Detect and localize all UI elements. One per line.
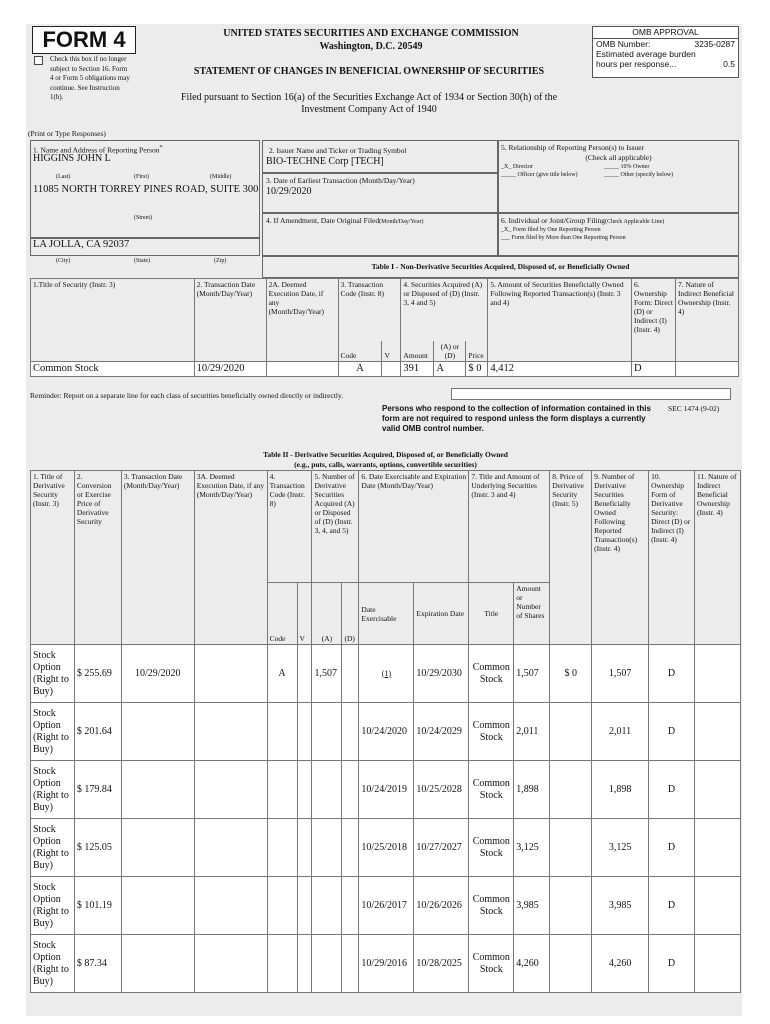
reporting-street: 11085 NORTH TORREY PINES ROAD, SUITE 300: [33, 184, 259, 195]
t1-col-title: 1.Title of Security (Instr. 3): [31, 279, 195, 362]
street-label: (Street): [134, 215, 152, 221]
t2-col-code: 4. Transaction Code (Instr. 8): [267, 471, 312, 583]
t2-row-title: Stock Option (Right to Buy): [31, 645, 75, 703]
sec-code: SEC 1474 (9-02): [668, 404, 720, 413]
t2-row-exercisable: 10/29/2016: [359, 935, 414, 993]
director-option[interactable]: [501, 164, 533, 171]
t2-row-nature: [694, 645, 740, 703]
t2-row-price: $ 179.84: [74, 761, 121, 819]
t2-row-exercisable: 10/24/2020: [359, 703, 414, 761]
t2-sub-code: Code: [267, 583, 297, 645]
t2-sub-d: (D): [342, 583, 359, 645]
first-label: (First): [134, 174, 149, 180]
last-label: (Last): [56, 174, 71, 180]
t2-row-nature: [694, 819, 740, 877]
city-label: (City): [56, 258, 71, 264]
t1-row-aord: A: [434, 361, 466, 376]
officer-label: Officer (give title below): [517, 172, 578, 178]
t2-row-owned: 1,507: [592, 645, 649, 703]
t2-col-deemed: 3A. Deemed Execution Date, if any (Month/Day/Year): [194, 471, 267, 645]
earliest-date-label: 3. Date of Earliest Transaction (Month/Day/Year): [266, 176, 415, 185]
t1-row-form: D: [632, 361, 676, 376]
table1-header-row: [31, 279, 739, 341]
t2-row-nature: [694, 935, 740, 993]
t2-row-title: Stock Option (Right to Buy): [31, 761, 75, 819]
t2-row-title: Stock Option (Right to Buy): [31, 819, 75, 877]
t1-row-nature: [675, 361, 738, 376]
t2-row-form: D: [649, 877, 695, 935]
table2: [30, 470, 741, 993]
t2-row-d: [342, 935, 359, 993]
t2-row-d: [342, 761, 359, 819]
t2-row-price: $ 125.05: [74, 819, 121, 877]
table-row: [31, 361, 739, 376]
t1-sub-v: V: [382, 341, 401, 362]
other-label: Other (specify below): [620, 172, 674, 178]
t2-row-a: [312, 935, 342, 993]
filing-label-sub: (Check Applicable Line): [604, 219, 665, 225]
t2-row-form: D: [649, 761, 695, 819]
t2-row-date: [121, 819, 194, 877]
table2-subtitle: (e.g., puts, calls, warrants, options, convertible securities): [294, 460, 477, 469]
table-row: [31, 761, 741, 819]
t2-row-deemed: [194, 819, 267, 877]
table-row: [31, 703, 741, 761]
t2-row-owned: 2,011: [592, 703, 649, 761]
t2-row-exercisable: 10/24/2019: [359, 761, 414, 819]
other-mark: _____: [604, 172, 619, 178]
footnote-link[interactable]: (1): [359, 645, 414, 703]
other-option[interactable]: [604, 172, 673, 179]
t2-row-deriv-price: [550, 703, 592, 761]
t2-row-deemed: [194, 645, 267, 703]
t2-row-deemed: [194, 703, 267, 761]
filing-more-label: Form filed by More than One Reporting Person: [511, 235, 626, 241]
t2-row-under-amount: 1,898: [514, 761, 550, 819]
t2-row-deriv-price: [550, 819, 592, 877]
t2-row-under-amount: 4,260: [514, 935, 550, 993]
t2-row-owned: 3,125: [592, 819, 649, 877]
t1-row-title: Common Stock: [31, 361, 195, 376]
t2-row-price: $ 87.34: [74, 935, 121, 993]
t2-col-date: 3. Transaction Date (Month/Day/Year): [121, 471, 194, 645]
earliest-date-value: 10/29/2020: [266, 186, 312, 197]
t2-row-nature: [694, 761, 740, 819]
officer-option[interactable]: [501, 172, 578, 179]
t2-row-deriv-price: $ 0: [550, 645, 592, 703]
omb-hours-label: hours per response...: [596, 59, 677, 69]
t2-row-v: [297, 819, 312, 877]
amendment-label: [266, 216, 424, 226]
filing-label: [501, 216, 664, 226]
table2-header-row: [31, 471, 741, 583]
reporting-city-state: LA JOLLA, CA 92037: [33, 239, 130, 250]
t2-sub-exercisable: Date Exercisable: [359, 583, 414, 645]
relationship-sub: (Check all applicable): [585, 153, 652, 162]
t2-row-deemed: [194, 761, 267, 819]
t1-col-deemed: 2A. Deemed Execution Date, if any (Month/Day/Year): [266, 279, 338, 362]
state-label: (State): [134, 258, 150, 264]
t2-row-expiration: 10/28/2025: [414, 935, 469, 993]
t2-row-under-title: Common Stock: [469, 703, 514, 761]
t2-sub-a: (A): [312, 583, 342, 645]
t1-col-date: 2. Transaction Date (Month/Day/Year): [194, 279, 266, 362]
t2-row-code: [267, 761, 297, 819]
director-mark: _X_: [501, 164, 512, 170]
issuer-value: BIO-TECHNE Corp [TECH]: [266, 156, 384, 167]
t2-row-title: Stock Option (Right to Buy): [31, 877, 75, 935]
table-row: [31, 645, 741, 703]
t2-row-a: [312, 819, 342, 877]
t1-row-code: A: [338, 361, 382, 376]
t2-row-d: [342, 877, 359, 935]
table1: [30, 278, 739, 377]
owner10-option[interactable]: [604, 164, 649, 171]
table1-title: Table I - Non-Derivative Securities Acquired, Disposed of, or Beneficially Owned: [371, 262, 630, 271]
officer-mark: _____: [501, 172, 516, 178]
t2-row-deriv-price: [550, 935, 592, 993]
t2-row-title: Stock Option (Right to Buy): [31, 935, 75, 993]
t2-row-price: $ 101.19: [74, 877, 121, 935]
t2-row-a: [312, 877, 342, 935]
t2-row-owned: 4,260: [592, 935, 649, 993]
owner10-mark: _____: [604, 164, 619, 170]
t1-row-v: [382, 361, 401, 376]
zip-label: (Zip): [214, 258, 227, 264]
t1-col-code: 3. Transaction Code (Instr. 8): [338, 279, 401, 341]
t2-row-under-amount: 3,985: [514, 877, 550, 935]
t2-row-expiration: 10/27/2027: [414, 819, 469, 877]
agency-name: UNITED STATES SECURITIES AND EXCHANGE COMMISSION: [223, 28, 519, 39]
omb-approval-box: [592, 26, 739, 78]
amendment-sub: (Month/Day/Year): [379, 219, 424, 225]
t1-sub-amount: Amount: [401, 341, 434, 362]
section16-checkbox[interactable]: [34, 56, 43, 65]
form-title: FORM 4: [32, 26, 136, 54]
t2-row-d: [342, 703, 359, 761]
relationship-label: 5. Relationship of Reporting Person(s) to Issuer: [501, 143, 645, 152]
t2-sub-v: V: [297, 583, 312, 645]
table-row: [31, 935, 741, 993]
t2-row-expiration: 10/24/2029: [414, 703, 469, 761]
t2-row-code: [267, 703, 297, 761]
reminder-text: Reminder: Report on a separate line for each class of securities beneficially owned directly or indirectly.: [30, 391, 344, 400]
form-page: [26, 24, 742, 1016]
t2-row-expiration: 10/26/2026: [414, 877, 469, 935]
t1-col-nature: 7. Nature of Indirect Beneficial Ownership (Instr. 4): [675, 279, 738, 362]
middle-label: (Middle): [210, 174, 232, 180]
t2-row-deemed: [194, 935, 267, 993]
t2-row-date: [121, 877, 194, 935]
asterisk-mark: *: [159, 144, 163, 151]
omb-hours-value: 0.5: [723, 59, 735, 69]
t2-sub-title: Title: [469, 583, 514, 645]
omb-title: OMB APPROVAL: [593, 27, 738, 39]
t1-sub-aord: (A) or (D): [434, 341, 466, 362]
t2-row-form: D: [649, 935, 695, 993]
t2-row-date: 10/29/2020: [121, 645, 194, 703]
t2-row-under-amount: 3,125: [514, 819, 550, 877]
t2-row-v: [297, 935, 312, 993]
t2-row-under-title: Common Stock: [469, 877, 514, 935]
t2-row-price: $ 201.64: [74, 703, 121, 761]
table-row: [31, 819, 741, 877]
amendment-label-text: 4. If Amendment, Date Original Filed: [266, 216, 380, 225]
t2-row-code: [267, 935, 297, 993]
t2-row-owned: 3,985: [592, 877, 649, 935]
t2-row-a: [312, 761, 342, 819]
t2-row-owned: 1,898: [592, 761, 649, 819]
t2-row-under-title: Common Stock: [469, 935, 514, 993]
t2-row-form: D: [649, 703, 695, 761]
t1-col-securities: 4. Securities Acquired (A) or Disposed of (D) (Instr. 3, 4 and 5): [401, 279, 488, 341]
t2-row-date: [121, 761, 194, 819]
filed-pursuant-line1: Filed pursuant to Section 16(a) of the Securities Exchange Act of 1934 or Section 30(h) of the: [180, 92, 558, 103]
t2-row-deriv-price: [550, 761, 592, 819]
omb-number-value: 3235-0287: [694, 39, 735, 49]
t1-row-deemed: [266, 361, 338, 376]
t2-row-deemed: [194, 877, 267, 935]
t2-row-d: [342, 819, 359, 877]
t2-row-expiration: 10/29/2030: [414, 645, 469, 703]
t1-sub-price: Price: [466, 341, 488, 362]
t2-row-price: $ 255.69: [74, 645, 121, 703]
reporting-person-label-text: 1. Name and Address of Reporting Person: [33, 145, 160, 155]
table2-title: Table II - Derivative Securities Acquired, Disposed of, or Beneficially Owned: [263, 450, 508, 459]
t2-col-owned: 9. Number of Derivative Securities Beneficially Owned Following Reported Transaction(s) (Instr. 4): [592, 471, 649, 645]
t2-row-d: [342, 645, 359, 703]
t1-col-owned: 5. Amount of Securities Beneficially Owned Following Reported Transaction(s) (Instr. 3 and 4): [488, 279, 632, 362]
t2-row-date: [121, 703, 194, 761]
filed-pursuant-line2: Investment Company Act of 1940: [301, 104, 437, 115]
statement-title: STATEMENT OF CHANGES IN BENEFICIAL OWNERSHIP OF SECURITIES: [193, 66, 545, 77]
table-row: [31, 877, 741, 935]
agency-city: Washington, D.C. 20549: [319, 41, 423, 52]
t2-row-under-title: Common Stock: [469, 645, 514, 703]
t2-col-price: 2. Conversion or Exercise Price of Derivative Security: [74, 471, 121, 645]
issuer-label: 2. Issuer Name and Ticker or Trading Symbol: [269, 146, 407, 155]
t2-col-deriv-price: 8. Price of Derivative Security (Instr. 5): [550, 471, 592, 645]
t2-row-nature: [694, 877, 740, 935]
t2-row-form: D: [649, 645, 695, 703]
t2-row-a: 1,507: [312, 645, 342, 703]
t2-col-number: 5. Number of Derivative Securities Acquired (A) or Disposed of (D) (Instr. 3, 4, and 5): [312, 471, 359, 583]
t2-row-v: [297, 645, 312, 703]
t2-row-under-amount: 2,011: [514, 703, 550, 761]
checkbox-text: Check this box if no longer subject to Section 16. Form 4 or Form 5 obligations may continue. See Instruction 1(b).: [50, 55, 130, 101]
t2-row-nature: [694, 703, 740, 761]
t2-row-date: [121, 935, 194, 993]
filing-one-option[interactable]: [501, 227, 601, 234]
t2-row-code: [267, 819, 297, 877]
filing-one-mark: _X_: [501, 227, 512, 233]
owner10-label: 10% Owner: [620, 164, 650, 170]
filing-label-text: 6. Individual or Joint/Group Filing: [501, 216, 605, 225]
t2-row-title: Stock Option (Right to Buy): [31, 703, 75, 761]
director-label: Director: [512, 164, 533, 170]
filing-more-mark: ___: [501, 235, 510, 241]
t2-row-under-title: Common Stock: [469, 819, 514, 877]
t2-row-a: [312, 703, 342, 761]
t2-row-form: D: [649, 819, 695, 877]
t2-col-exercisable: 6. Date Exercisable and Expiration Date (Month/Day/Year): [359, 471, 469, 583]
t2-sub-amount: Amount or Number of Shares: [514, 583, 550, 645]
t2-row-v: [297, 703, 312, 761]
t2-row-exercisable: 10/25/2018: [359, 819, 414, 877]
t1-row-amount: 391: [401, 361, 434, 376]
t2-row-expiration: 10/25/2028: [414, 761, 469, 819]
omb-notice: Persons who respond to the collection of information contained in this form are not required to respond unless the form displays a currently valid OMB control number.: [382, 404, 651, 433]
t2-row-v: [297, 877, 312, 935]
t1-row-price: $ 0: [466, 361, 488, 376]
t1-row-owned: 4,412: [488, 361, 632, 376]
t2-row-under-title: Common Stock: [469, 761, 514, 819]
t2-row-v: [297, 761, 312, 819]
t2-sub-expiration: Expiration Date: [414, 583, 469, 645]
reminder-box: [451, 388, 731, 400]
filing-one-label: Form filed by One Reporting Person: [512, 227, 601, 233]
t1-sub-code: Code: [338, 341, 382, 362]
t2-col-form: 10. Ownership Form of Derivative Security: Direct (D) or Indirect (I) (Instr. 4): [649, 471, 695, 645]
t2-row-exercisable: 10/26/2017: [359, 877, 414, 935]
omb-burden-label: Estimated average burden: [596, 49, 696, 59]
omb-number-label: OMB Number:: [596, 39, 651, 49]
t2-col-title: 1. Title of Derivative Security (Instr. 3): [31, 471, 75, 645]
t2-row-under-amount: 1,507: [514, 645, 550, 703]
t2-row-code: A: [267, 645, 297, 703]
t2-col-underlying: 7. Title and Amount of Underlying Securities (Instr. 3 and 4): [469, 471, 550, 583]
t1-col-form: 6. Ownership Form: Direct (D) or Indirect (I) (Instr. 4): [632, 279, 676, 362]
filing-more-option[interactable]: [501, 235, 626, 242]
reporting-person-name: HIGGINS JOHN L: [33, 153, 111, 164]
print-note: (Print or Type Responses): [28, 129, 106, 138]
t1-row-date: 10/29/2020: [194, 361, 266, 376]
t2-row-deriv-price: [550, 877, 592, 935]
t2-row-code: [267, 877, 297, 935]
t2-col-nature: 11. Nature of Indirect Beneficial Ownership (Instr. 4): [694, 471, 740, 645]
